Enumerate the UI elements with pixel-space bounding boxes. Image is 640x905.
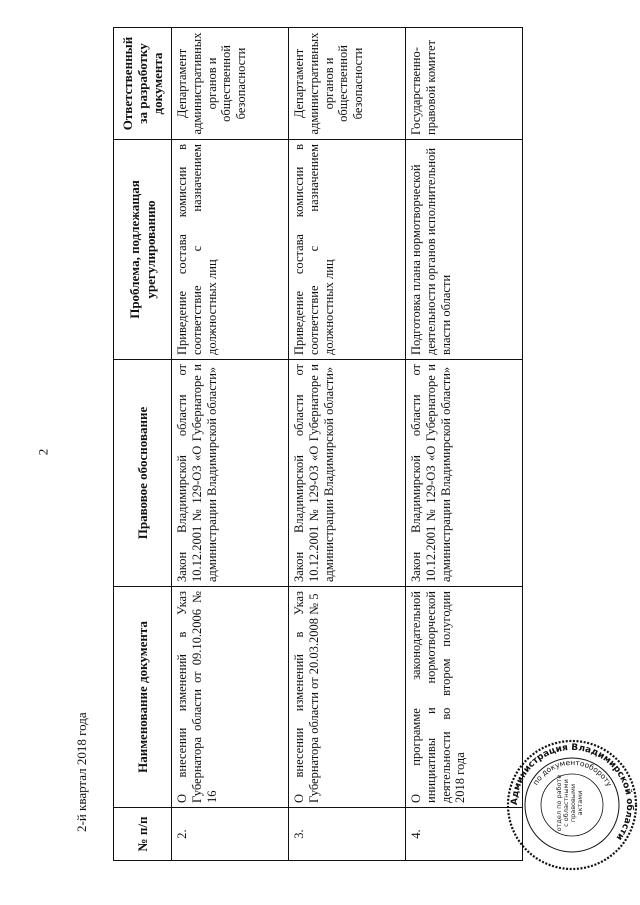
row-basis: Закон Владимирской области от 10.12.2001 № 129-ОЗ «О Губернаторе и администрации Владимирской области» — [289, 360, 406, 587]
row-name: О внесении изменений в Указ Губернатора области от 09.10.2006 № 16 — [172, 587, 289, 808]
stamp-center-wrap — [556, 774, 590, 832]
row-problem: Приведение состава комиссии в соответствие с назначением должностных лиц — [172, 140, 289, 360]
row-problem: Приведение состава комиссии в соответствие с назначением должностных лиц — [289, 140, 406, 360]
header-responsible: Ответственный за разработку документа — [114, 28, 172, 140]
row-basis: Закон Владимирской области от 10.12.2001 № 129-ОЗ «О Губернаторе и администрации Владимирской области» — [406, 360, 523, 587]
row-problem: Подготовка плана нормотворческой деятельности органов исполнительной власти области — [406, 140, 523, 360]
row-num: 4. — [406, 808, 523, 861]
row-responsible: Государственно-правовой комитет — [406, 28, 523, 140]
page-number: 2 — [35, 448, 51, 456]
row-basis: Закон Владимирской области от 10.12.2001 № 129-ОЗ «О Губернаторе и администрации Владимирской области» — [172, 360, 289, 587]
table-header-row — [114, 28, 172, 861]
row-responsible: Департамент административных органов и общественной безопасности — [172, 28, 289, 140]
row-name: О программе законодательной инициативы и нормотворческой деятельности во втором полугодии 2018 года — [406, 587, 523, 808]
header-name: Наименование документа — [114, 587, 172, 808]
header-num: № п/п — [114, 808, 172, 861]
row-name: О внесении изменений в Указ Губернатора области от 20.03.2008 № 5 — [289, 587, 406, 808]
table-row — [289, 28, 406, 861]
header-problem: Проблема, подлежащая урегулированию — [114, 140, 172, 360]
stamp-ring-text: Администрация Владимирской области — [509, 742, 635, 842]
table-row — [172, 28, 289, 861]
table-row — [406, 28, 523, 861]
rotated-table — [113, 28, 523, 861]
row-num: 2. — [172, 808, 289, 861]
stamp-center-text: отдел по работе с областными правовыми актами — [555, 774, 585, 832]
stamp-inner-text: по документообороту — [530, 757, 614, 789]
row-responsible: Департамент административных органов и общественной безопасности — [289, 28, 406, 140]
plan-table — [113, 27, 523, 861]
row-num: 3. — [289, 808, 406, 861]
header-basis: Правовое обоснование — [114, 360, 172, 587]
section-title: 2-й квартал 2018 года — [74, 712, 89, 832]
plan-table-container — [113, 28, 523, 861]
